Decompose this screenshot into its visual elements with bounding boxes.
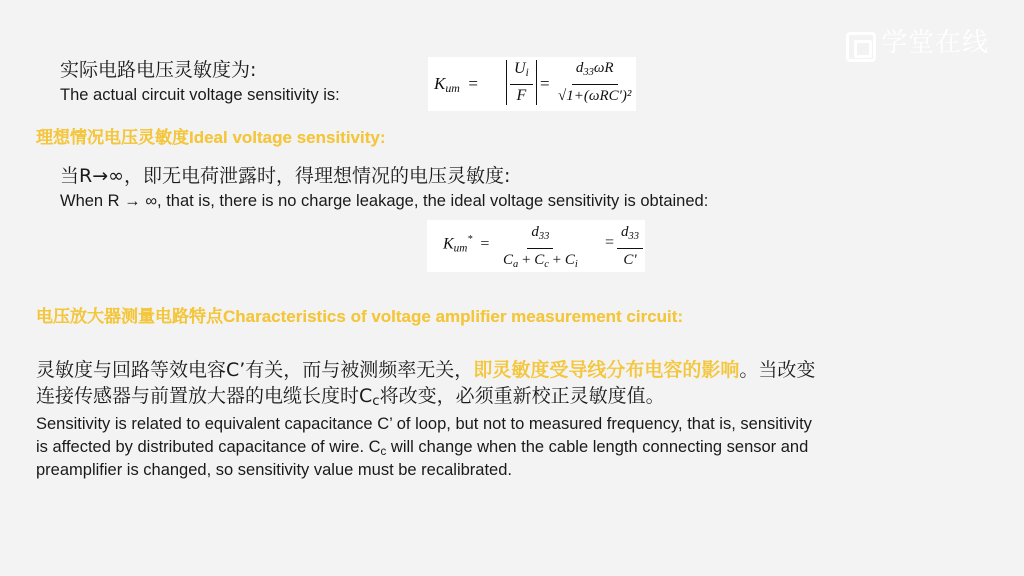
- section3-para-en-line3: preamplifier is changed, so sensitivity value must be recalibrated.: [36, 461, 512, 479]
- section1-title-en: The actual circuit voltage sensitivity is:: [60, 86, 340, 104]
- section1-title-cn: 实际电路电压灵敏度为:: [60, 59, 257, 81]
- watermark: [846, 22, 989, 62]
- section2-line-cn: 当R→∞，即无电荷泄露时，得理想情况的电压灵敏度:: [60, 165, 511, 187]
- section2-heading: 理想情况电压灵敏度Ideal voltage sensitivity:: [36, 128, 386, 148]
- section3-para-en-line1: Sensitivity is related to equivalent capacitance C’ of loop, but not to measured frequency, that is, sensitivity: [36, 415, 812, 433]
- xuetangx-logo-icon: [846, 32, 876, 62]
- formula-ideal-sensitivity: $K_{um}^*$ = $\frac{d_{33}}{C_a + C_c + C_i}$ = $\frac{d_{33}}{C'}$: [427, 220, 645, 272]
- section3-para-en-line2: is affected by distributed capacitance of wire. $C_c$ will change when the cable length connecting sensor and: [36, 438, 809, 458]
- section3-para-cn-line2: 连接传感器与前置放大器的电缆长度时$C_c$将改变，必须重新校正灵敏度值。: [36, 385, 665, 409]
- section3-para-cn-line1: 灵敏度与回路等效电容C’有关，而与被测频率无关，即灵敏度受导线分布电容的影响。当改变: [36, 359, 816, 381]
- section2-line-en: When R → ∞, that is, there is no charge leakage, the ideal voltage sensitivity is obtained:: [60, 192, 709, 210]
- highlight-text: 即灵敏度受导线分布电容的影响: [473, 359, 740, 381]
- formula-actual-sensitivity: $K_{um}$ = $\frac{U_i}{F}$ = $\frac{d_{33}\omega R}{\text{√1+(ωRC′)²}}$: [428, 57, 636, 111]
- section3-heading: 电压放大器测量电路特点Characteristics of voltage amplifier measurement circuit:: [36, 307, 684, 327]
- watermark-text: 学堂在线: [881, 28, 990, 58]
